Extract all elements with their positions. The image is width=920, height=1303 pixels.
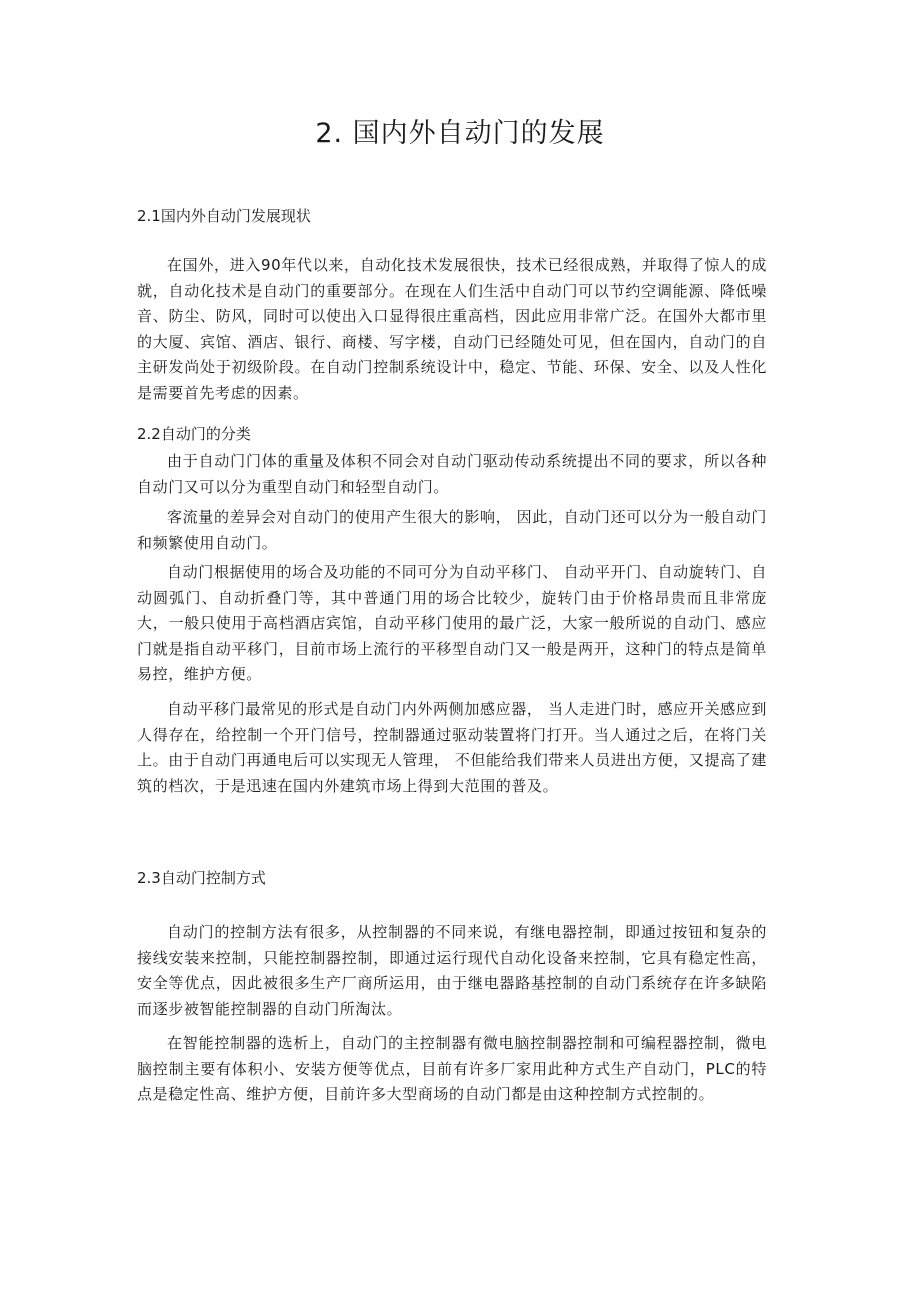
section-heading-2-3: 2.3自动门控制方式 <box>137 869 266 887</box>
paragraph-2-1-1: 在国外，进入90年代以来，自动化技术发展很快，技术已经很成熟，并取得了惊人的成就，自动化技术是自动门的重要部分。在现在人们生活中自动门可以节约空调能源、降低噪音、防尘、防风，同时可以使出入口显得很庄重高档，因此应用非常广泛。在国外大都市里的大厦、宾馆、酒店、银行、商楼、写字楼，自动门已经随处可见，但在国内，自动门的自主研发尚处于初级阶段。在自动门控制系统设计中，稳定、节能、环保、安全、以及人性化是需要首先考虑的因素。 <box>137 256 767 402</box>
paragraph-2-3-2: 在智能控制器的选析上，自动门的主控制器有微电脑控制器控制和可编程器控制，微电脑控制主要有体积小、安装方便等优点，目前有许多厂家用此种方式生产自动门，PLC的特点是稳定性高、维护方便，目前许多大型商场的自动门都是由这种控制方式控制的。 <box>137 1034 767 1103</box>
paragraph-2-3-1: 自动门的控制方法有很多，从控制器的不同来说，有继电器控制，即通过按钮和复杂的接线安装来控制，只能控制器控制，即通过运行现代自动化设备来控制，它具有稳定性高，安全等优点，因此被很多生产厂商所运用，由于继电器路基控制的自动门系统存在许多缺陷而逐步被智能控制器的自动门所淘汰。 <box>137 923 767 1018</box>
paragraph-2-2-4: 自动平移门最常见的形式是自动门内外两侧加感应器， 当人走进门时，感应开关感应到人得存在，给控制一个开门信号，控制器通过驱动装置将门打开。当人通过之后，在将门关上。由于自动门再通电后可以实现无人管理， 不但能给我们带来人员进出方便，又提高了建筑的档次，于是迅速在国内外建筑市场上得到大范围的普及。 <box>137 700 767 795</box>
page-title: 2. 国内外自动门的发展 <box>315 118 605 149</box>
paragraph-2-2-2: 客流量的差异会对自动门的使用产生很大的影响， 因此，自动门还可以分为一般自动门和频繁使用自动门。 <box>137 508 767 552</box>
paragraph-2-2-3: 自动门根据使用的场合及功能的不同可分为自动平移门、 自动平开门、自动旋转门、自动圆弧门、自动折叠门等，其中普通门用的场合比较少，旋转门由于价格昂贵而且非常庞大，一般只使用于高档酒店宾馆，自动平移门使用的最广泛，大家一般所说的自动门、感应门就是指自动平移门，目前市场上流行的平移型自动门又一般是两开，这种门的特点是简单易控，维护方便。 <box>137 563 767 683</box>
section-heading-2-2: 2.2自动门的分类 <box>137 425 251 443</box>
paragraph-2-2-1: 由于自动门门体的重量及体积不同会对自动门驱动传动系统提出不同的要求，所以各种自动门又可以分为重型自动门和轻型自动门。 <box>137 452 767 496</box>
section-heading-2-1: 2.1国内外自动门发展现状 <box>137 207 311 225</box>
